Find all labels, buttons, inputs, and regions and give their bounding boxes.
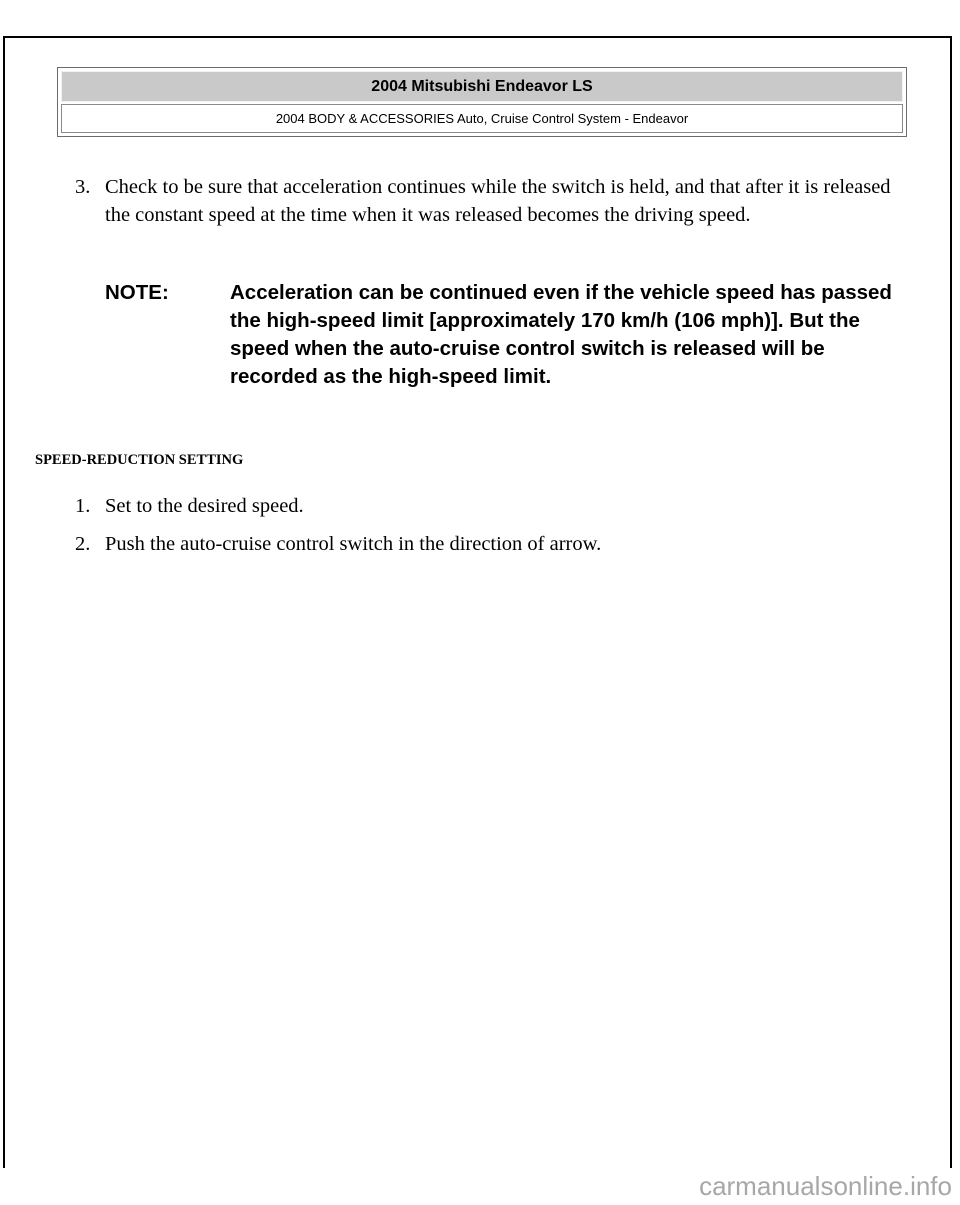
document-header: [57, 67, 907, 137]
section-heading: SPEED-REDUCTION SETTING: [35, 452, 244, 468]
step-number: 3.: [75, 176, 91, 198]
note-label: NOTE:: [105, 281, 169, 304]
header-title: 2004 Mitsubishi Endeavor LS: [61, 71, 903, 102]
header-subtitle: 2004 BODY & ACCESSORIES Auto, Cruise Control System - Endeavor: [61, 104, 903, 133]
step-text: Push the auto-cruise control switch in the direction of arrow.: [105, 533, 602, 555]
step-number: 2.: [75, 533, 91, 555]
step-number: 1.: [75, 495, 91, 517]
step-text: Set to the desired speed.: [105, 495, 304, 517]
watermark-link[interactable]: carmanualsonline.info: [699, 1171, 952, 1201]
note-text: Acceleration can be continued even if the vehicle speed has passed the high-speed limit [approximately 170 km/h (106 mph)]. But the speed when the auto-cruise control switch is released will be recorded as the high-speed limit.: [230, 281, 892, 388]
step-text: Check to be sure that acceleration continues while the switch is held, and that after it is released the constant speed at the time when it was released becomes the driving speed.: [105, 176, 891, 226]
